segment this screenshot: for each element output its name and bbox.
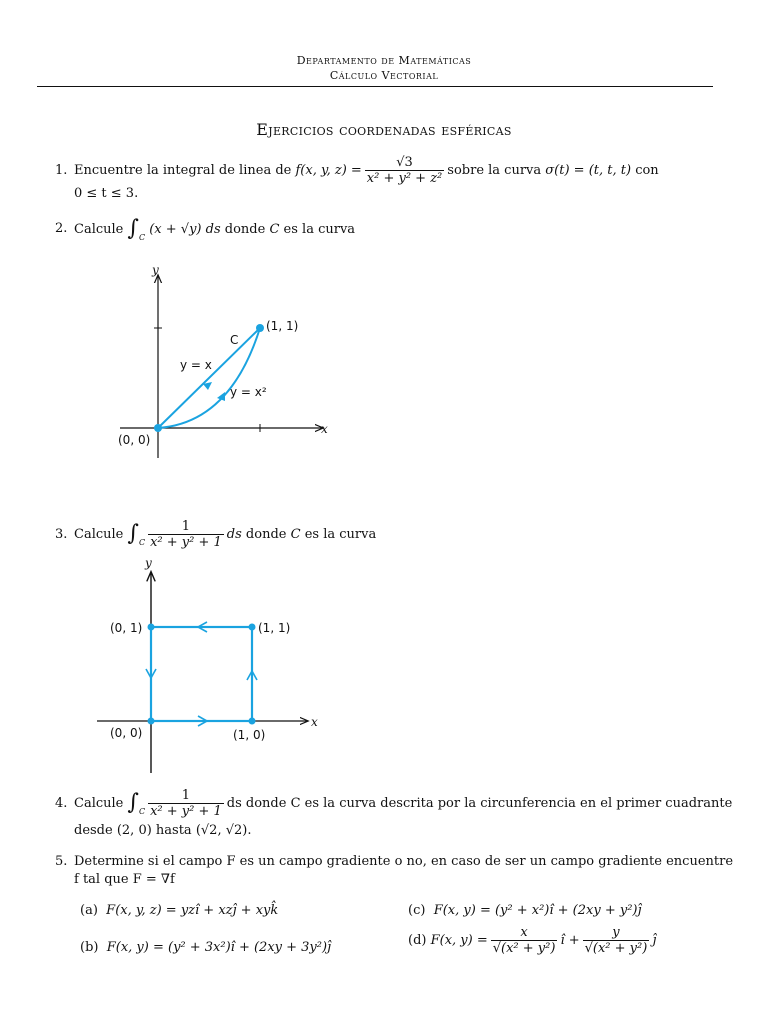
exercise-1-numerator: √3	[365, 155, 444, 171]
exercise-3-fraction	[148, 519, 224, 550]
exercise-1-denominator: x² + y² + z²	[366, 170, 443, 186]
item-d-den-2: √(x² + y²)	[584, 940, 648, 956]
label-1-0: (1, 0)	[233, 728, 266, 742]
integral-sign: ∫	[127, 521, 139, 546]
exercise-2-subscript: C	[138, 232, 146, 242]
exercise-2-number: 2.	[55, 221, 68, 236]
curve-y-x2-label: y = x²	[230, 385, 267, 399]
item-a	[80, 903, 278, 918]
item-a-label: (a)	[80, 903, 98, 918]
exercise-3-text-b: donde	[245, 526, 287, 542]
y-axis-label: y	[145, 556, 152, 570]
exercise-4-denominator: x² + y² + 1	[150, 803, 222, 819]
line-y-equals-x	[158, 328, 260, 428]
item-d	[408, 920, 656, 960]
exercise-4-fraction	[148, 788, 224, 819]
item-d-den-1: √(x² + y²)	[492, 940, 556, 956]
page-title: Ejercicios coordenadas esféricas	[256, 120, 512, 139]
x-axis-label: x	[321, 422, 328, 436]
item-b-expr: F(x, y) = (y² + 3x²)î + (2xy + 3y²)ĵ	[106, 940, 332, 955]
exercise-1-fraction	[365, 155, 444, 186]
square-path	[151, 627, 252, 721]
item-d-num-2: y	[583, 925, 650, 941]
exercise-4-number: 4.	[55, 796, 68, 811]
item-c	[408, 903, 642, 918]
item-b-label: (b)	[80, 940, 99, 955]
exercise-3-var: C	[290, 526, 301, 542]
exercise-1-text-b: sobre la curva	[447, 162, 542, 178]
exercise-2-text-c: es la curva	[283, 221, 356, 237]
exercise-5-number: 5.	[55, 854, 68, 869]
point-1-1	[256, 324, 264, 332]
exercise-2-integrand: (x + √y) ds	[149, 221, 221, 237]
exercise-1-range: 0 ≤ t ≤ 3.	[74, 186, 139, 201]
exercise-3-subscript: C	[138, 537, 146, 547]
exercise-1-text-a: Encuentre la integral de linea de	[74, 162, 292, 178]
item-b	[80, 940, 331, 955]
exercise-3-denominator: x² + y² + 1	[150, 534, 222, 550]
item-d-fraction-2	[583, 925, 650, 956]
y-axis-label: y	[152, 263, 159, 277]
exercise-1-number: 1.	[55, 163, 68, 178]
exercise-2-var: C	[269, 221, 280, 237]
integral-sign: ∫	[127, 216, 139, 241]
item-c-expr: F(x, y) = (y² + x²)î + (2xy + y²)ĵ	[433, 903, 642, 918]
item-d-i: î +	[560, 932, 580, 948]
exercise-4-text-a: Calcule	[74, 795, 124, 811]
exercise-3-text-c: es la curva	[304, 526, 377, 542]
item-d-num-1: x	[491, 925, 558, 941]
item-a-expr: F(x, y, z) = yzî + xzĵ + xyk̂	[106, 903, 279, 918]
exercise-1-text-c: con	[635, 162, 659, 178]
curve-c-label: C	[230, 333, 239, 347]
point-label: (1, 1)	[266, 319, 299, 333]
exercise-1-curve: σ(t) = (t, t, t)	[545, 162, 632, 178]
exercise-2-text-b: donde	[224, 221, 266, 237]
department-header: Departamento de Matemáticas	[296, 54, 472, 67]
item-d-lhs: F(x, y) =	[430, 932, 488, 948]
header-rule	[37, 86, 713, 87]
exercise-3-numerator: 1	[148, 519, 224, 535]
line-y-x-label: y = x	[180, 358, 212, 372]
exercise-4-line	[74, 783, 732, 823]
exercise-3-ds: ds	[226, 526, 242, 542]
exercise-3-text-a: Calcule	[74, 526, 124, 542]
label-1-1: (1, 1)	[258, 621, 291, 635]
origin-label: (0, 0)	[118, 433, 151, 447]
exercise-1-function: f(x, y, z) =	[295, 162, 362, 178]
exercise-4-text-b: ds donde C es la curva descrita por la circunferencia en el primer cuadrante	[226, 795, 733, 811]
label-0-1: (0, 1)	[110, 621, 143, 635]
item-c-label: (c)	[408, 903, 426, 918]
item-d-fraction-1	[491, 925, 558, 956]
exercise-4-subscript: C	[138, 806, 146, 816]
integral-sign: ∫	[127, 790, 139, 815]
exercise-4-line-2: desde (2, 0) hasta (√2, √2).	[74, 823, 252, 838]
exercise-3-line	[74, 514, 376, 554]
exercise-5-line-2: f tal que F = ∇f	[74, 872, 175, 887]
item-d-label: (d)	[408, 932, 427, 948]
label-0-0: (0, 0)	[110, 726, 143, 740]
x-axis-label: x	[311, 715, 318, 729]
exercise-1-line	[74, 150, 659, 190]
exercise-3-number: 3.	[55, 527, 68, 542]
figure-curve-c	[100, 258, 340, 458]
exercise-5-line-1: Determine si el campo F es un campo gradiente o no, en caso de ser un campo gradiente encuentre	[74, 854, 734, 869]
exercise-2-text-a: Calcule	[74, 221, 124, 237]
exercise-2-line	[74, 214, 355, 244]
origin-point	[154, 424, 162, 432]
figure-square	[95, 555, 335, 775]
exercise-4-numerator: 1	[148, 788, 224, 804]
course-header: Cálculo Vectorial	[329, 69, 439, 82]
item-d-j: ĵ	[652, 932, 657, 948]
